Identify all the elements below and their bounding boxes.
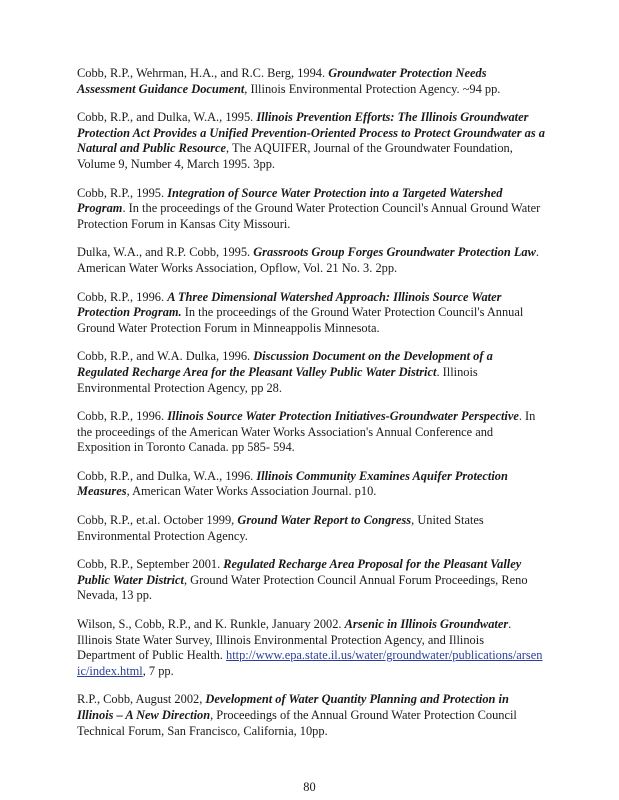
reference-details: . Illinois Environmental Protection Agency, pp 28. xyxy=(77,364,478,395)
reference-details: . In the proceedings of the Ground Water Protection Council's Annual Ground Water Protection Forum in Kansas City Missouri. xyxy=(77,201,541,231)
reference-entry xyxy=(77,469,545,500)
reference-title: Illinois Community Examines Aquifer Protection Measures xyxy=(77,468,508,499)
reference-entry xyxy=(77,617,545,679)
page-number: 80 xyxy=(303,780,316,794)
reference-entry xyxy=(77,692,545,739)
reference-title: Development of Water Quantity Planning and Protection in Illinois – A New Direction xyxy=(77,692,509,722)
reference-entry xyxy=(77,245,545,276)
reference-authors: Cobb, R.P., September 2001. xyxy=(77,557,224,572)
reference-details: , Illinois Environmental Protection Agency. ~94 pp. xyxy=(244,81,501,96)
reference-title: Integration of Source Water Protection into a Targeted Watershed Program xyxy=(77,185,503,216)
reference-details: , The AQUIFER, Journal of the Groundwater Foundation, Volume 9, Number 4, March 1995. 3pp. xyxy=(77,141,513,171)
reference-authors: Cobb, R.P., and W.A. Dulka, 1996. xyxy=(77,349,254,364)
reference-details: . In the proceedings of the American Water Works Association's Annual Conference and Exposition in Toronto Canada. pp 585- 594. xyxy=(77,409,536,455)
reference-title: Arsenic in Illinois Groundwater xyxy=(344,617,509,632)
reference-details: , Ground Water Protection Council Annual Forum Proceedings, Reno Nevada, 13 pp. xyxy=(77,572,528,603)
reference-entry xyxy=(77,513,545,544)
reference-title: Grassroots Group Forges Groundwater Protection Law xyxy=(253,245,536,260)
reference-entry xyxy=(77,110,545,172)
reference-title: A Three Dimensional Watershed Approach: Illinois Source Water Protection Program. xyxy=(77,289,502,320)
reference-list xyxy=(77,66,545,752)
reference-authors: Cobb, R.P., and Dulka, W.A., 1996. xyxy=(77,468,257,483)
reference-details: , United States Environmental Protection Agency. xyxy=(77,513,484,543)
reference-authors: Cobb, R.P., Wehrman, H.A., and R.C. Berg, 1994. xyxy=(77,66,329,80)
reference-title: Regulated Recharge Area Proposal for the Pleasant Valley Public Water District xyxy=(77,557,522,587)
reference-authors: Cobb, R.P., 1996. xyxy=(77,289,168,304)
reference-details: In the proceedings of the Ground Water Protection Council's Annual Ground Water Protection Forum in Minneappolis Minnesota. xyxy=(77,305,524,335)
reference-authors: Cobb, R.P., et.al. October 1999, xyxy=(77,513,238,528)
reference-title: Groundwater Protection Needs Assessment Guidance Document xyxy=(77,66,487,96)
reference-title: Discussion Document on the Development of a Regulated Recharge Area for the Pleasant Valley Public Water District xyxy=(77,349,493,379)
reference-entry xyxy=(77,66,545,97)
reference-authors: Cobb, R.P., 1995. xyxy=(77,185,168,200)
reference-entry xyxy=(77,290,545,337)
reference-details: . Illinois State Water Survey, Illinois Environmental Protection Agency, and Illinois Department of Public Health. xyxy=(77,617,512,663)
reference-details: , Proceedings of the Annual Ground Water Protection Council Technical Forum, San Francisco, California, 10pp. xyxy=(77,708,517,738)
reference-authors: Cobb, R.P., 1996. xyxy=(77,409,168,424)
reference-authors: Dulka, W.A., and R.P. Cobb, 1995. xyxy=(77,245,254,260)
reference-entry xyxy=(77,557,545,604)
reference-authors: R.P., Cobb, August 2002, xyxy=(77,692,206,707)
reference-title: Illinois Source Water Protection Initiatives-Groundwater Perspective xyxy=(167,409,519,424)
reference-authors: Cobb, R.P., and Dulka, W.A., 1995. xyxy=(77,110,257,125)
reference-entry xyxy=(77,349,545,396)
reference-details-after: , 7 pp. xyxy=(142,663,174,678)
reference-entry xyxy=(77,409,545,456)
reference-title: Illinois Prevention Efforts: The Illinois Groundwater Protection Act Provides a Unified Prevention-Oriented Process to Protect Groundwater as a Natural and Public Resource xyxy=(77,110,545,156)
reference-link[interactable]: http://www.epa.state.il.us/water/groundwater/publications/arsenic/index.html xyxy=(77,648,543,678)
reference-entry xyxy=(77,186,545,233)
reference-authors: Wilson, S., Cobb, R.P., and K. Runkle, January 2002. xyxy=(77,617,345,632)
reference-title: Ground Water Report to Congress xyxy=(237,513,412,528)
reference-details: . American Water Works Association, Opflow, Vol. 21 No. 3. 2pp. xyxy=(77,245,539,275)
reference-details: , American Water Works Association Journal. p10. xyxy=(126,484,377,499)
